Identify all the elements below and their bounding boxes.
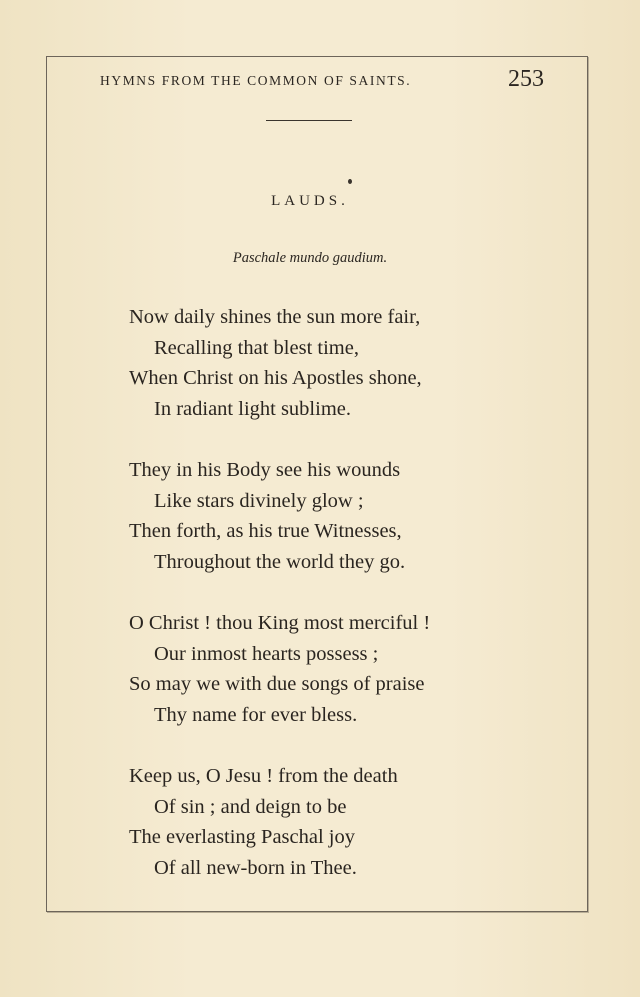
latin-incipit: Paschale mundo gaudium.	[232, 250, 388, 266]
poem-line: Then forth, as his true Witnesses,	[129, 520, 402, 542]
stanza	[129, 761, 569, 883]
page-number: 253	[508, 66, 544, 92]
printer-dot-mark	[348, 179, 352, 184]
poem-line-indented: Of sin ; and deign to be	[154, 795, 347, 818]
section-title: LAUDS.	[271, 193, 349, 209]
poem-line: They in his Body see his wounds	[129, 459, 401, 481]
running-header-title: HYMNS FROM THE COMMON OF SAINTS.	[100, 73, 412, 88]
hymn-poem	[129, 302, 569, 914]
poem-line: Now daily shines the sun more fair,	[129, 306, 421, 328]
poem-line: So may we with due songs of praise	[129, 673, 425, 695]
stanza	[129, 455, 569, 577]
poem-line: When Christ on his Apostles shone,	[129, 367, 422, 389]
poem-line: The everlasting Paschal joy	[129, 826, 356, 848]
poem-line: Keep us, O Jesu ! from the death	[129, 765, 398, 787]
poem-line-indented: Recalling that blest time,	[154, 336, 359, 359]
poem-line-indented: Like stars divinely glow ;	[154, 489, 364, 512]
poem-line-indented: Of all new-born in Thee.	[154, 856, 357, 879]
stanza	[129, 608, 569, 730]
poem-line-indented: Our inmost hearts possess ;	[154, 642, 379, 665]
poem-line-indented: Throughout the world they go.	[154, 550, 406, 573]
stanza	[129, 302, 569, 424]
poem-line: O Christ ! thou King most merciful !	[129, 612, 431, 634]
poem-line-indented: In radiant light sublime.	[154, 397, 351, 420]
poem-line-indented: Thy name for ever bless.	[154, 703, 358, 726]
header-rule-divider	[266, 120, 352, 121]
